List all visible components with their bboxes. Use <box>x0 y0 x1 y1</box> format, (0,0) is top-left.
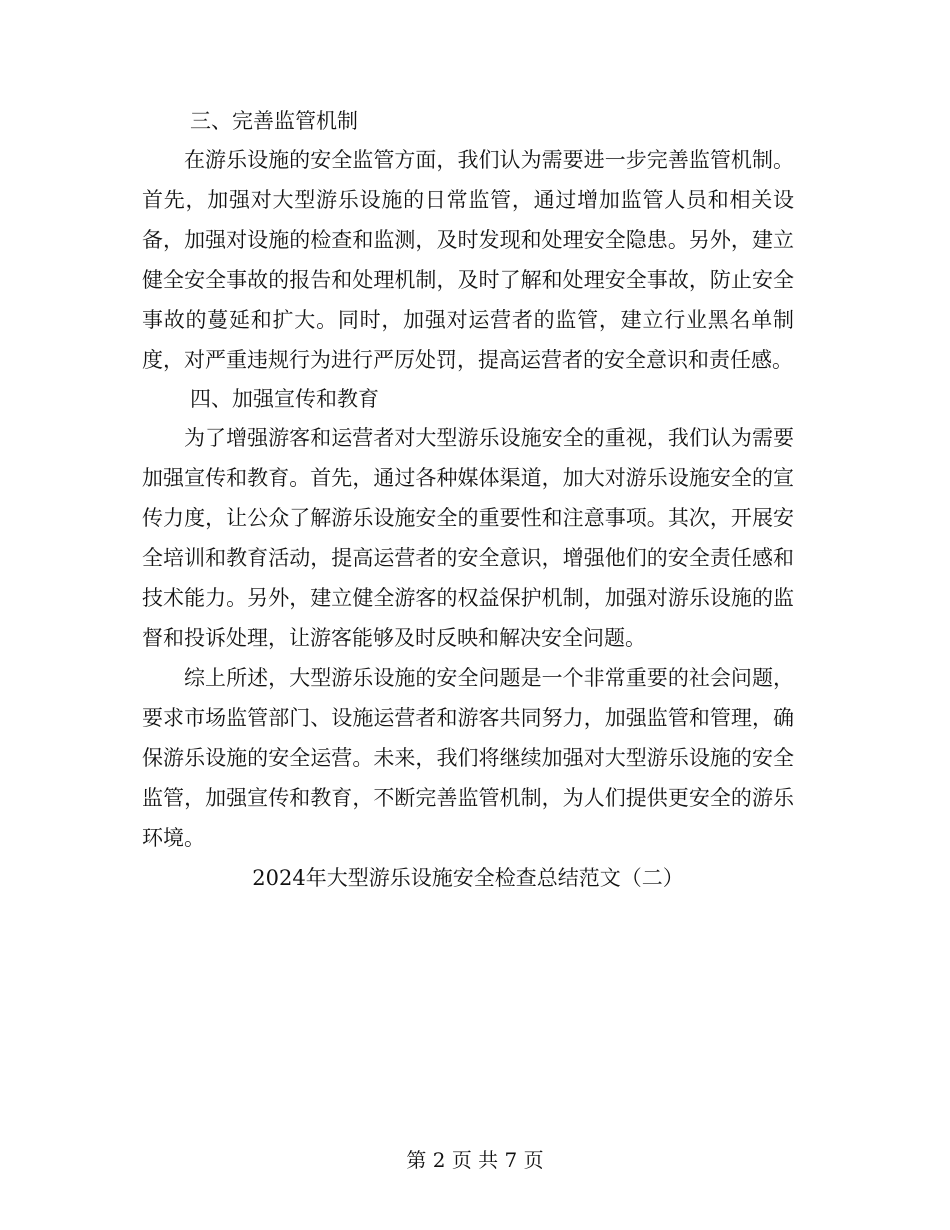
page-footer <box>0 1147 950 1173</box>
section-heading-4: 四、加强宣传和教育 <box>190 387 379 411</box>
section-heading-3: 三、完善监管机制 <box>190 109 358 133</box>
document-body <box>142 103 794 898</box>
conclusion-paragraph: 综上所述，大型游乐设施的安全问题是一个非常重要的社会问题，要求市场监管部门、设施运营者和游客共同努力，加强监管和管理，确保游乐设施的安全运营。未来，我们将继续加强对大型游乐设施的安全监管，加强宣传和教育，不断完善监管机制，为人们提供更安全的游乐环境。 <box>142 666 794 850</box>
page-number-label: 第 2 页 共 7 页 <box>406 1148 544 1172</box>
next-section-title: 2024年大型游乐设施安全检查总结范文（二） <box>252 866 684 890</box>
section-3-paragraph: 在游乐设施的安全监管方面，我们认为需要进一步完善监管机制。首先，加强对大型游乐设施的日常监管，通过增加监管人员和相关设备，加强对设施的检查和监测，及时发现和处理安全隐患。另外，建立健全安全事故的报告和处理机制，及时了解和处理安全事故，防止安全事故的蔓延和扩大。同时，加强对运营者的监管，建立行业黑名单制度，对严重违规行为进行严厉处罚，提高运营者的安全意识和责任感。 <box>142 148 794 372</box>
section-4-paragraph: 为了增强游客和运营者对大型游乐设施安全的重视，我们认为需要加强宣传和教育。首先，通过各种媒体渠道，加大对游乐设施安全的宣传力度，让公众了解游乐设施安全的重要性和注意事项。其次，开展安全培训和教育活动，提高运营者的安全意识，增强他们的安全责任感和技术能力。另外，建立健全游客的权益保护机制，加强对游乐设施的监督和投诉处理，让游客能够及时反映和解决安全问题。 <box>142 426 794 650</box>
